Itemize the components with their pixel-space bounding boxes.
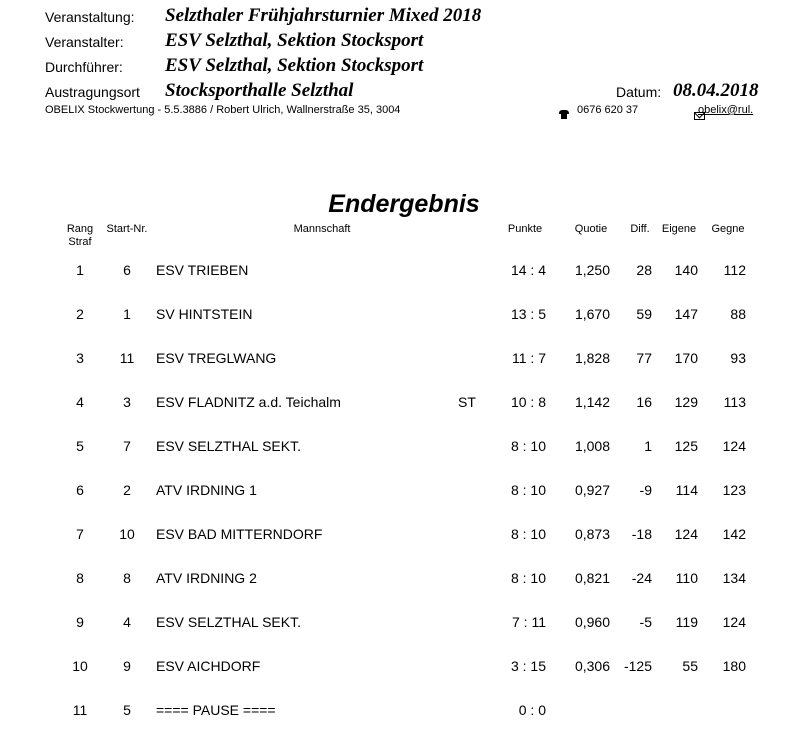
cell-start-nr: 1 <box>123 306 131 322</box>
cell-eigene: 55 <box>682 658 698 674</box>
cell-gegne: 112 <box>723 262 746 278</box>
cell-punkte: 10 : 8 <box>510 394 546 410</box>
cell-punkte: 14 : 4 <box>510 262 546 278</box>
cell-diff: 59 <box>636 306 652 322</box>
cell-start-nr: 8 <box>123 570 131 586</box>
cell-punkte: 11 : 7 <box>512 350 546 366</box>
col-mannschaft: Mannschaft <box>293 223 351 235</box>
cell-gegne: 88 <box>730 306 746 322</box>
cell-team: ESV SELZTHAL SEKT. <box>156 614 301 630</box>
phone-number: 0676 620 37 <box>577 104 639 116</box>
cell-gegne: 124 <box>722 614 746 630</box>
cell-team: ESV TREGLWANG <box>156 350 277 366</box>
col-eigene: Eigene <box>661 223 697 235</box>
col-punkte: Punkte <box>507 223 543 235</box>
cell-gegne: 134 <box>722 570 746 586</box>
label-durchfuehrer: Durchführer: <box>45 59 123 75</box>
cell-punkte: 7 : 11 <box>512 614 546 630</box>
cell-eigene: 110 <box>675 570 698 586</box>
cell-gegne: 142 <box>722 526 746 542</box>
cell-diff: 1 <box>644 438 652 454</box>
cell-team: ESV AICHDORF <box>156 658 261 674</box>
cell-team: ATV IRDNING 2 <box>156 570 257 586</box>
cell-start-nr: 2 <box>123 482 131 498</box>
cell-punkte: 8 : 10 <box>510 526 546 542</box>
col-start-nr: Start-Nr. <box>106 223 148 235</box>
cell-diff: -125 <box>623 658 652 674</box>
value-veranstaltung: Selzthaler Frühjahrsturnier Mixed 2018 <box>165 5 482 26</box>
cell-punkte: 8 : 10 <box>510 570 546 586</box>
label-veranstaltung: Veranstaltung: <box>45 9 135 25</box>
cell-punkte: 13 : 5 <box>510 306 546 322</box>
cell-team: ATV IRDNING 1 <box>156 482 257 498</box>
cell-team: ESV FLADNITZ a.d. Teichalm <box>156 394 341 410</box>
cell-punkte: 3 : 15 <box>510 658 546 674</box>
cell-team: SV HINTSTEIN <box>156 306 253 322</box>
cell-quotie: 0,960 <box>574 614 610 630</box>
cell-quotie: 1,008 <box>574 438 610 454</box>
software-line: OBELIX Stockwertung - 5.5.3886 / Robert Ulrich, Wallnerstraße 35, 3004 <box>45 104 401 116</box>
cell-quotie: 0,927 <box>574 482 610 498</box>
cell-gegne: 124 <box>722 438 746 454</box>
cell-rang: 6 <box>76 482 84 498</box>
col-diff: Diff. <box>630 223 650 235</box>
cell-gegne: 180 <box>722 658 746 674</box>
label-veranstalter: Veranstalter: <box>45 34 124 50</box>
col-rang: Rang <box>66 223 94 235</box>
cell-rang: 4 <box>76 394 84 410</box>
cell-eigene: 114 <box>675 482 698 498</box>
cell-rang: 3 <box>76 350 84 366</box>
cell-quotie: 0,306 <box>574 658 610 674</box>
date-value: 08.04.2018 <box>673 80 759 101</box>
cell-quotie: 1,670 <box>574 306 610 322</box>
col-gegne: Gegne <box>711 223 745 235</box>
cell-eigene: 125 <box>674 438 698 454</box>
cell-diff: 16 <box>636 394 652 410</box>
cell-gegne: 123 <box>722 482 746 498</box>
value-veranstalter: ESV Selzthal, Sektion Stocksport <box>165 30 424 51</box>
cell-diff: -9 <box>639 482 652 498</box>
cell-start-nr: 3 <box>123 394 131 410</box>
cell-start-nr: 6 <box>123 262 131 278</box>
cell-rang: 11 <box>72 702 88 718</box>
cell-eigene: 140 <box>674 262 698 278</box>
cell-gegne: 113 <box>723 394 746 410</box>
cell-eigene: 170 <box>674 350 698 366</box>
value-durchfuehrer: ESV Selzthal, Sektion Stocksport <box>165 55 424 76</box>
date-label: Datum: <box>616 84 662 100</box>
cell-rang: 7 <box>76 526 84 542</box>
cell-rang: 10 <box>72 658 88 674</box>
cell-diff: 28 <box>636 262 652 278</box>
cell-rang: 5 <box>76 438 84 454</box>
phone-icon <box>559 110 569 119</box>
cell-eigene: 147 <box>674 306 698 322</box>
cell-start-nr: 9 <box>123 658 131 674</box>
cell-team: ESV SELZTHAL SEKT. <box>156 438 301 454</box>
cell-quotie: 1,142 <box>574 394 610 410</box>
cell-straf: ST <box>458 394 476 410</box>
cell-punkte: 8 : 10 <box>510 438 546 454</box>
cell-rang: 8 <box>76 570 84 586</box>
cell-start-nr: 4 <box>123 614 131 630</box>
cell-eigene: 124 <box>674 526 698 542</box>
cell-eigene: 119 <box>675 614 698 630</box>
cell-team: ==== PAUSE ==== <box>156 702 276 718</box>
cell-quotie: 1,250 <box>574 262 610 278</box>
cell-rang: 9 <box>76 614 84 630</box>
col-straf: Straf <box>68 236 92 248</box>
email-address[interactable]: obelix@rul. <box>698 104 754 116</box>
cell-start-nr: 11 <box>119 350 135 366</box>
cell-rang: 1 <box>76 262 84 278</box>
cell-eigene: 129 <box>674 394 698 410</box>
cell-punkte: 8 : 10 <box>510 482 546 498</box>
cell-quotie: 0,821 <box>574 570 610 586</box>
cell-diff: -18 <box>631 526 652 542</box>
cell-team: ESV TRIEBEN <box>156 262 249 278</box>
cell-diff: -5 <box>639 614 652 630</box>
cell-quotie: 0,873 <box>574 526 610 542</box>
cell-diff: -24 <box>631 570 652 586</box>
cell-punkte: 0 : 0 <box>518 702 546 718</box>
cell-start-nr: 10 <box>119 526 135 542</box>
page-title: Endergebnis <box>328 190 480 218</box>
value-austragungsort: Stocksporthalle Selzthal <box>165 80 354 101</box>
label-austragungsort: Austragungsort <box>45 84 140 100</box>
cell-team: ESV BAD MITTERNDORF <box>156 526 323 542</box>
cell-quotie: 1,828 <box>574 350 610 366</box>
cell-diff: 77 <box>636 350 652 366</box>
col-quotie: Quotie <box>574 223 608 235</box>
cell-start-nr: 5 <box>123 702 131 718</box>
cell-rang: 2 <box>76 306 84 322</box>
cell-gegne: 93 <box>730 350 746 366</box>
cell-start-nr: 7 <box>123 438 131 454</box>
